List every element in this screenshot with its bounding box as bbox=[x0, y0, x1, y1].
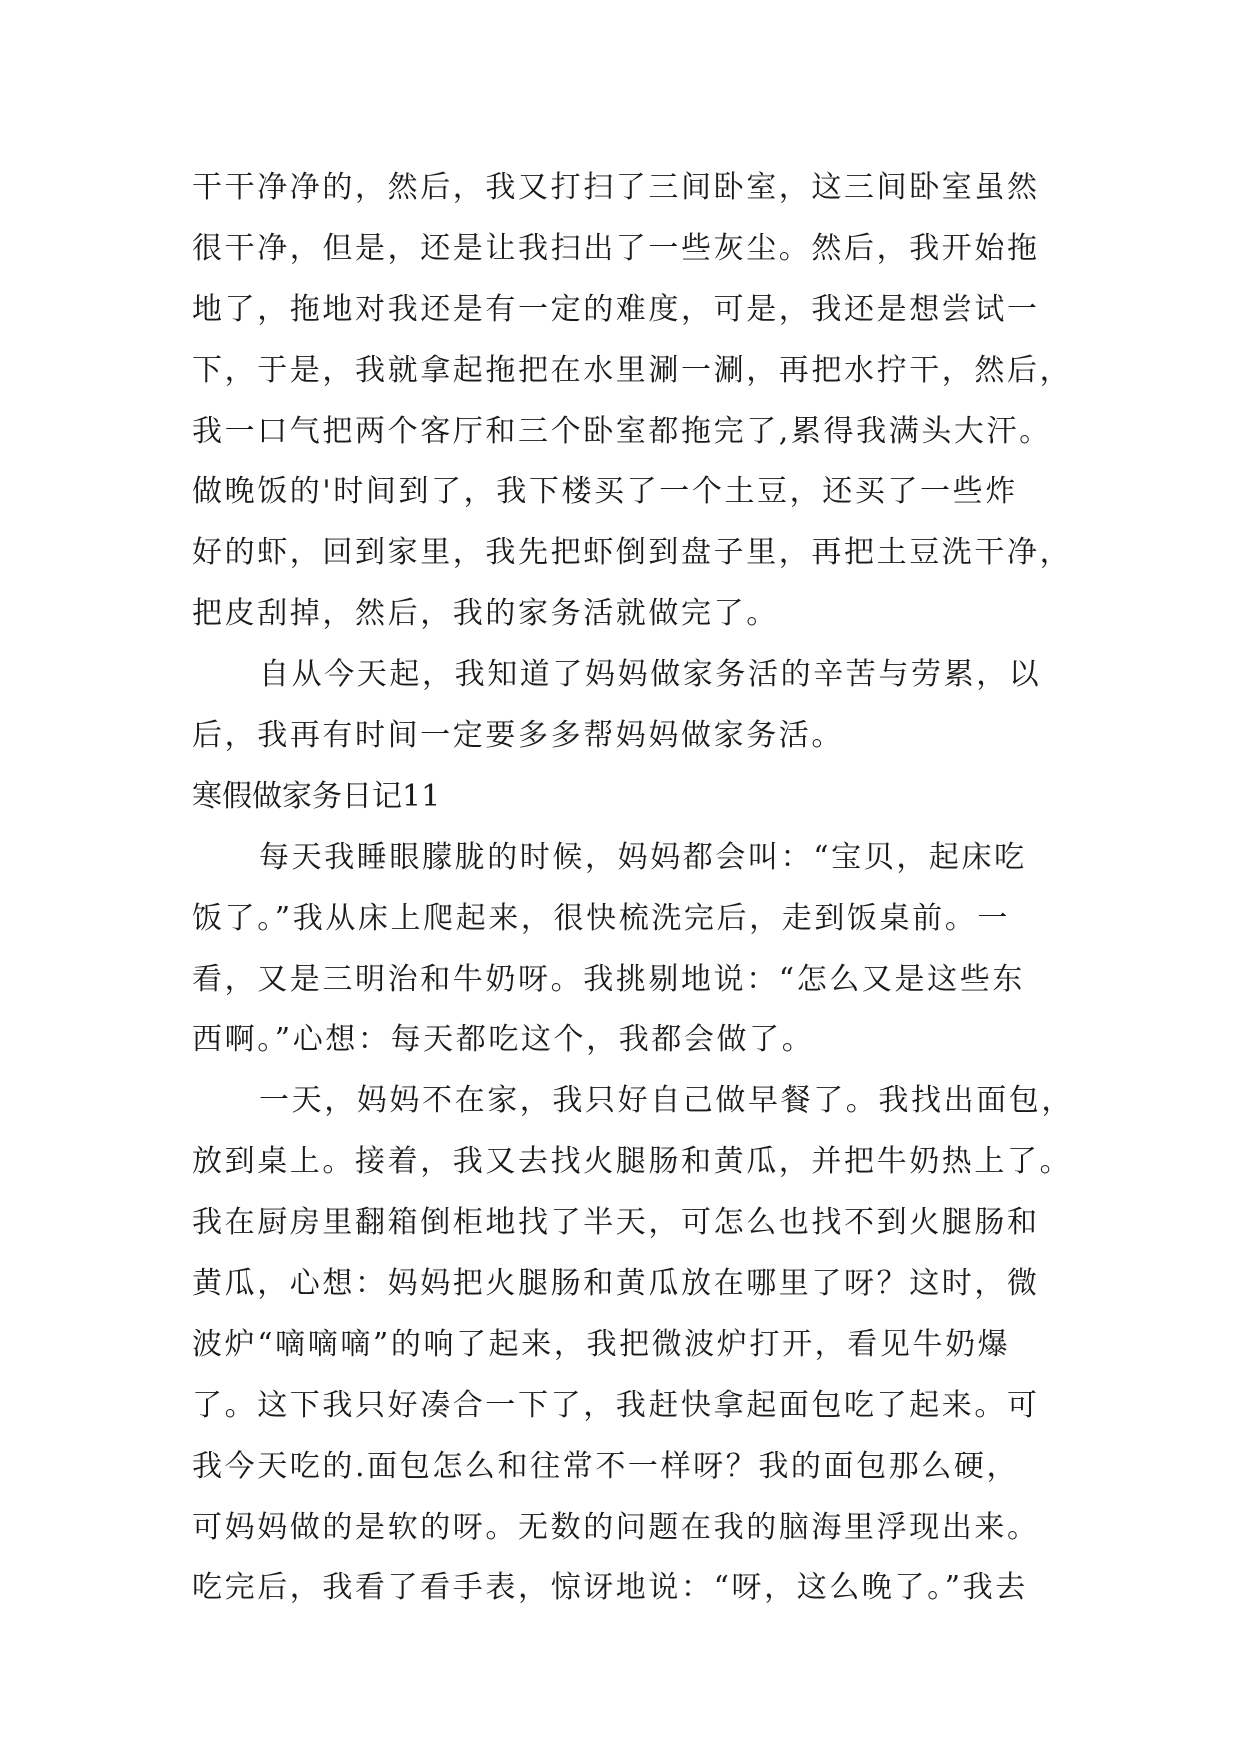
text-line: 了。这下我只好凑合一下了，我赶快拿起面包吃了起来。可 bbox=[192, 1387, 1040, 1423]
text-line: 放到桌上。接着，我又去找火腿肠和黄瓜，并把牛奶热上了。 bbox=[192, 1144, 1073, 1180]
text-line: 西啊。”心想：每天都吃这个，我都会做了。 bbox=[192, 1022, 815, 1058]
text-line: 把皮刮掉，然后，我的家务活就做完了。 bbox=[192, 596, 779, 632]
paragraph-start-line: 每天我睡眼朦胧的时候，妈妈都会叫：“宝贝，起床吃 bbox=[259, 839, 1027, 875]
text-line: 吃完后，我看了看手表，惊讶地说：“呀，这么晚了。”我去 bbox=[192, 1570, 1028, 1606]
text-line: 干干净净的，然后，我又打扫了三间卧室，这三间卧室虽然 bbox=[192, 170, 1040, 205]
document-body bbox=[192, 158, 1074, 1619]
section-heading: 寒假做家务日记11 bbox=[192, 778, 441, 814]
text-line: 黄瓜，心想：妈妈把火腿肠和黄瓜放在哪里了呀？这时，微 bbox=[192, 1266, 1040, 1302]
text-line: 我今天吃的.面包怎么和往常不一样呀？我的面包那么硬， bbox=[192, 1448, 1020, 1484]
text-line: 下，于是，我就拿起拖把在水里涮一涮，再把水拧干，然后， bbox=[192, 352, 1073, 388]
text-line: 做晚饭的'时间到了，我下楼买了一个土豆，还买了一些炸 bbox=[192, 474, 1018, 510]
text-line: 后，我再有时间一定要多多帮妈妈做家务活。 bbox=[192, 718, 844, 754]
text-line: 我在厨房里翻箱倒柜地找了半天，可怎么也找不到火腿肠和 bbox=[192, 1205, 1040, 1241]
text-line: 我一口气把两个客厅和三个卧室都拖完了,累得我满头大汗。 bbox=[192, 413, 1052, 449]
text-line: 波炉“嘀嘀嘀”的响了起来，我把微波炉打开，看见牛奶爆 bbox=[192, 1326, 1011, 1362]
paragraph-start-line: 一天，妈妈不在家，我只好自己做早餐了。我找出面包， bbox=[259, 1083, 1074, 1119]
text-line: 饭了。”我从床上爬起来，很快梳洗完后，走到饭桌前。一 bbox=[192, 900, 1010, 936]
text-line: 地了，拖地对我还是有一定的难度，可是，我还是想尝试一 bbox=[192, 291, 1040, 327]
text-line: 可妈妈做的是软的呀。无数的问题在我的脑海里浮现出来。 bbox=[192, 1509, 1040, 1545]
text-line: 看，又是三明治和牛奶呀。我挑剔地说：“怎么又是这些东 bbox=[192, 961, 1025, 997]
text-line: 很干净，但是，还是让我扫出了一些灰尘。然后，我开始拖 bbox=[192, 230, 1040, 266]
paragraph-start-line: 自从今天起，我知道了妈妈做家务活的辛苦与劳累，以 bbox=[259, 657, 1042, 693]
text-line: 好的虾，回到家里，我先把虾倒到盘子里，再把土豆洗干净， bbox=[192, 535, 1073, 571]
